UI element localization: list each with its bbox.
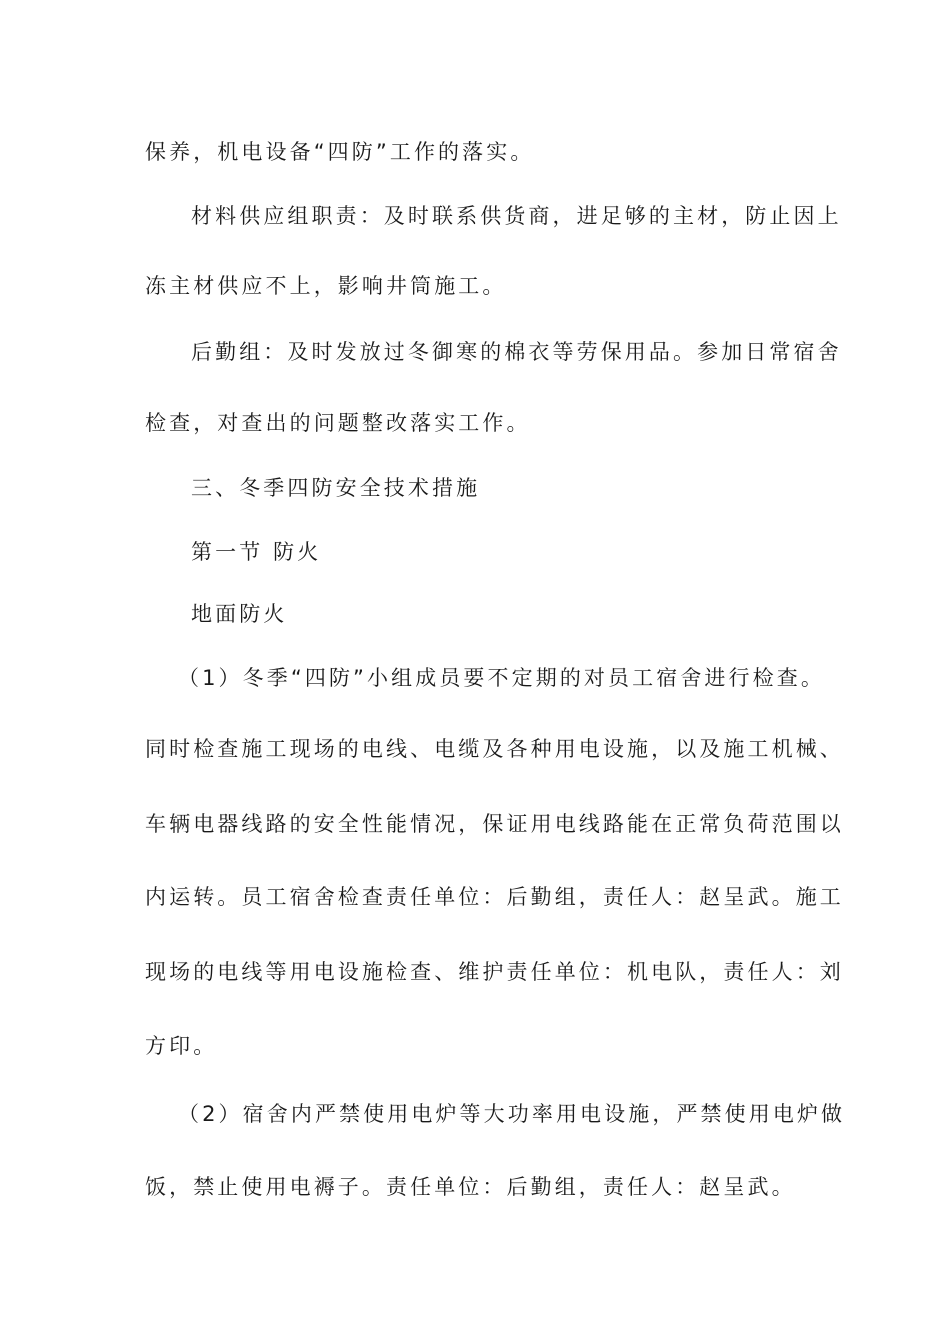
- text-line: 冻主材供应不上，影响井筒施工。: [145, 274, 507, 298]
- text-line: （2）宿舍内严禁使用电炉等大功率用电设施，严禁使用电炉做: [178, 1102, 846, 1126]
- text-line: 材料供应组职责：及时联系供货商，进足够的主材，防止因上: [191, 204, 842, 228]
- text-line: 饭，禁止使用电褥子。责任单位：后勤组，责任人：赵呈武。: [145, 1175, 796, 1199]
- text-line: 内运转。员工宿舍检查责任单位：后勤组，责任人：赵呈武。施工: [145, 885, 844, 909]
- section-heading: 三、冬季四防安全技术措施: [191, 476, 481, 500]
- text-line: 后勤组：及时发放过冬御寒的棉衣等劳保用品。参加日常宿舍: [191, 340, 842, 364]
- subsection-heading: 地面防火: [191, 602, 288, 626]
- text-line: 检查，对查出的问题整改落实工作。: [145, 411, 531, 435]
- text-line: 同时检查施工现场的电线、电缆及各种用电设施，以及施工机械、: [145, 737, 844, 761]
- text-line: 现场的电线等用电设施检查、维护责任单位：机电队，责任人：刘: [145, 960, 844, 984]
- text-line: 车辆电器线路的安全性能情况，保证用电线路能在正常负荷范围以: [145, 812, 844, 836]
- text-line: 方印。: [145, 1034, 218, 1058]
- text-line: （1）冬季“四防”小组成员要不定期的对员工宿舍进行检查。: [178, 666, 825, 690]
- text-line: 保养，机电设备“四防”工作的落实。: [145, 140, 535, 164]
- subsection-heading: 第一节 防火: [191, 540, 322, 564]
